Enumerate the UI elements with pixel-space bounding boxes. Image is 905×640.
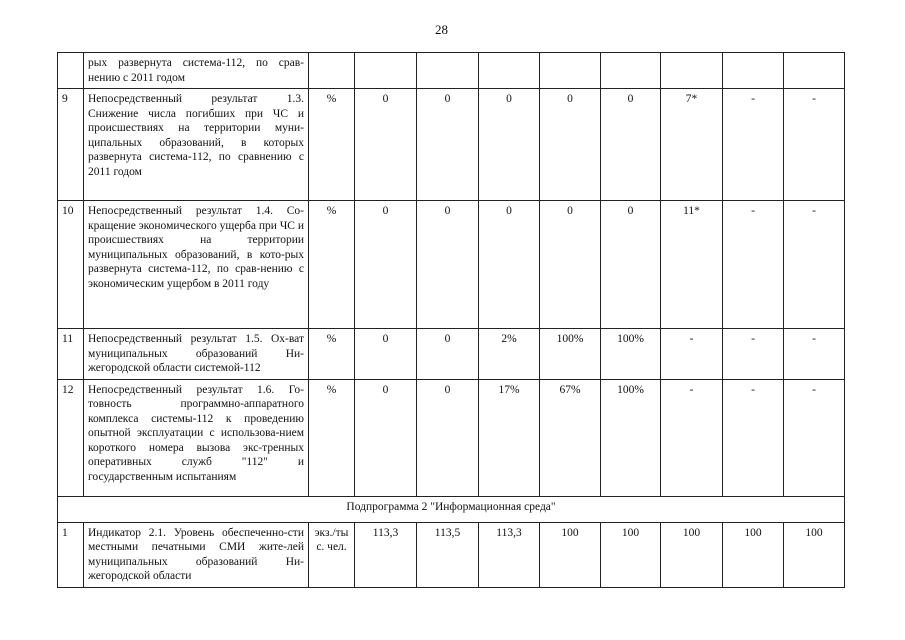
value-cell: 113,5 [417, 522, 479, 587]
indicator-description-cell: Непосредственный результат 1.5. Ох-ват муниципальных образований Ни-жегородской области системой-112 [84, 329, 309, 380]
unit-cell: % [309, 329, 355, 380]
value-cell: 0 [355, 201, 417, 329]
value-cell: - [661, 329, 723, 380]
value-cell: - [784, 379, 845, 496]
row-number-cell: 11 [58, 329, 84, 380]
row-number-cell: 10 [58, 201, 84, 329]
value-cell [355, 53, 417, 89]
value-cell [723, 53, 784, 89]
value-cell: 0 [417, 329, 479, 380]
value-cell: 17% [479, 379, 540, 496]
row-number-cell [58, 53, 84, 89]
table-row [58, 201, 845, 329]
value-cell: 0 [479, 89, 540, 201]
row-number-cell: 1 [58, 522, 84, 587]
value-cell [661, 53, 723, 89]
value-cell: 2% [479, 329, 540, 380]
indicator-description-cell: Индикатор 2.1. Уровень обеспеченно-сти местными печатными СМИ жите-лей муниципальных образований Ни-жегородской области [84, 522, 309, 587]
value-cell [784, 53, 845, 89]
value-cell: 100 [540, 522, 601, 587]
unit-cell: экз./ты с. чел. [309, 522, 355, 587]
value-cell: 100% [601, 379, 661, 496]
value-cell: 0 [479, 201, 540, 329]
value-cell: - [661, 379, 723, 496]
subprogram-header-row [58, 496, 845, 522]
indicator-description-cell: рых развернута система-112, по срав-нению с 2011 годом [84, 53, 309, 89]
value-cell: 7* [661, 89, 723, 201]
value-cell [601, 53, 661, 89]
table-row [58, 89, 845, 201]
table-row [58, 53, 845, 89]
value-cell: - [723, 329, 784, 380]
value-cell: 0 [540, 201, 601, 329]
value-cell: 100 [661, 522, 723, 587]
value-cell: - [723, 201, 784, 329]
value-cell [540, 53, 601, 89]
table-row [58, 329, 845, 380]
page-number: 28 [435, 22, 448, 37]
value-cell: 67% [540, 379, 601, 496]
indicator-description-cell: Непосредственный результат 1.3. Снижение числа погибших при ЧС и происшествиях на территории муни-ципальных образований, в которых развернута система-112, по сравнению с 2011 годом [84, 89, 309, 201]
value-cell: 0 [355, 89, 417, 201]
unit-cell [309, 53, 355, 89]
value-cell: 100 [601, 522, 661, 587]
value-cell: 0 [417, 379, 479, 496]
value-cell: 0 [540, 89, 601, 201]
value-cell: - [723, 89, 784, 201]
value-cell: 0 [355, 329, 417, 380]
unit-cell: % [309, 201, 355, 329]
value-cell: - [784, 329, 845, 380]
subprogram-title: Подпрограмма 2 "Информационная среда" [58, 496, 845, 522]
value-cell: 100 [784, 522, 845, 587]
value-cell: - [784, 201, 845, 329]
value-cell: 0 [601, 201, 661, 329]
value-cell: 113,3 [479, 522, 540, 587]
value-cell: - [784, 89, 845, 201]
unit-cell: % [309, 379, 355, 496]
value-cell: 100 [723, 522, 784, 587]
value-cell: 0 [417, 201, 479, 329]
row-number-cell: 12 [58, 379, 84, 496]
unit-cell: % [309, 89, 355, 201]
value-cell: 0 [417, 89, 479, 201]
table-row [58, 522, 845, 587]
value-cell: - [723, 379, 784, 496]
value-cell [417, 53, 479, 89]
value-cell: 100% [540, 329, 601, 380]
value-cell: 11* [661, 201, 723, 329]
row-number-cell: 9 [58, 89, 84, 201]
indicator-description-cell: Непосредственный результат 1.4. Со-кращение экономического ущерба при ЧС и происшествиях на территории муниципальных образований, в кото-рых развернута система-112, по срав-нению с экономическим ущербом в 2011 году [84, 201, 309, 329]
value-cell: 100% [601, 329, 661, 380]
indicator-description-cell: Непосредственный результат 1.6. Го-товность программно-аппаратного комплекса системы-112 к проведению опытной эксплуатации с использова-нием короткого номера вызова экс-тренных оперативных служб "112" и государственным испытаниям [84, 379, 309, 496]
value-cell [479, 53, 540, 89]
value-cell: 0 [355, 379, 417, 496]
value-cell: 113,3 [355, 522, 417, 587]
value-cell: 0 [601, 89, 661, 201]
indicator-table [57, 52, 845, 588]
table-row [58, 379, 845, 496]
